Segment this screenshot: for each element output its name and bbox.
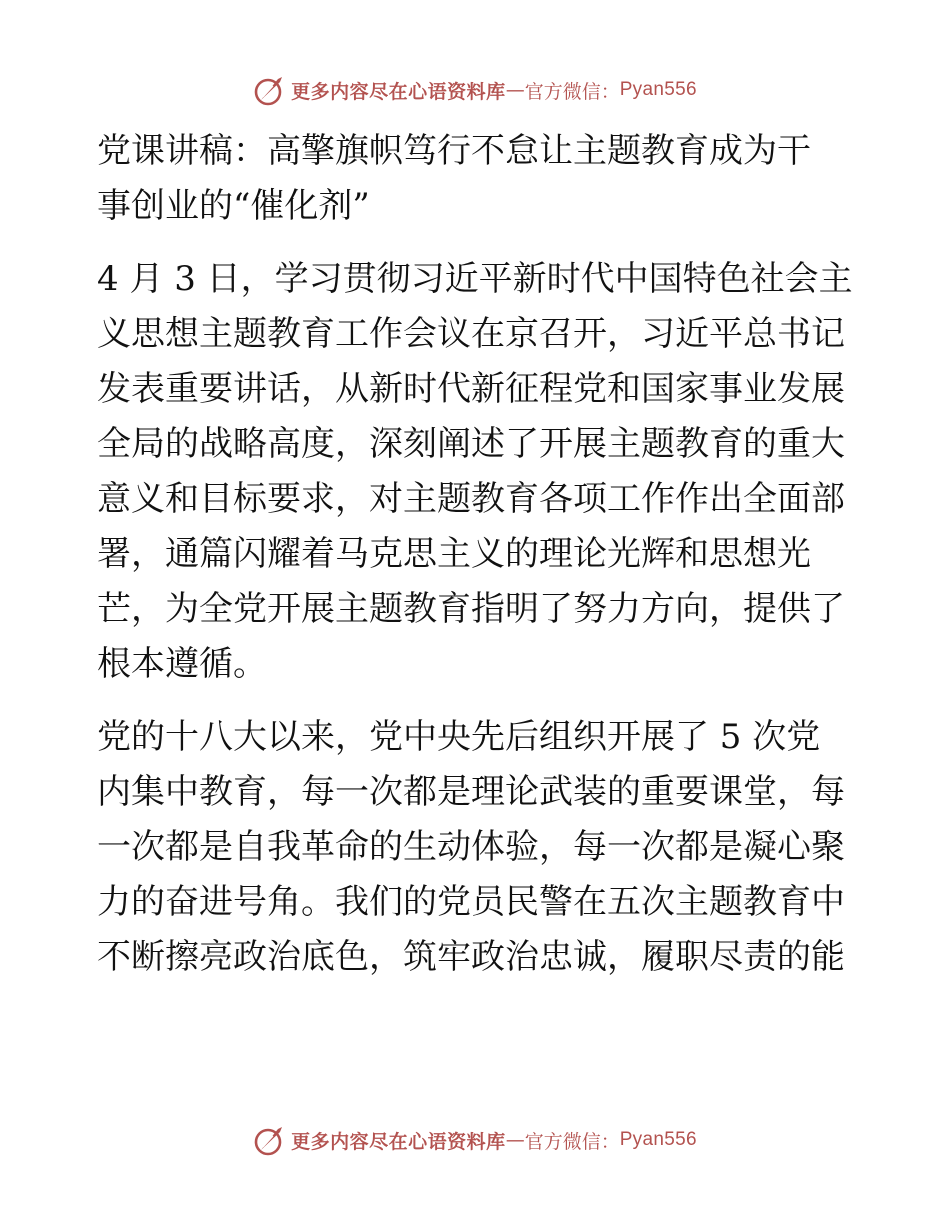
header-wechat-id: Pyan556 (619, 79, 697, 100)
footer-wechat-id: Pyan556 (619, 1129, 697, 1150)
paragraph-line: 署，通篇闪耀着马克思主义的理论光辉和思想光 (97, 534, 811, 574)
paragraph-line: 不断擦亮政治底色，筑牢政治忠诚，履职尽责的能 (97, 937, 845, 977)
footer-watermark (0, 1120, 950, 1160)
footer-brand-text: 更多内容尽在心语资料库 (291, 1130, 506, 1153)
quill-logo-icon (253, 1123, 287, 1157)
paragraph-1 (97, 252, 857, 692)
footer-wechat-label: 官方微信： (524, 1130, 620, 1153)
paragraph-line: 力的奋进号角。我们的党员民警在五次主题教育中 (97, 882, 845, 922)
paragraph-line: 4 月 3 日，学习贯彻习近平新时代中国特色社会主 (97, 259, 853, 299)
document-body (97, 124, 857, 985)
document-title (97, 124, 857, 234)
paragraph-line: 芒，为全党开展主题教育指明了努力方向，提供了 (97, 589, 845, 629)
quill-logo-icon (253, 73, 287, 107)
paragraph-line: 全局的战略高度，深刻阐述了开展主题教育的重大 (97, 424, 845, 464)
paragraph-line: 党的十八大以来，党中央先后组织开展了 5 次党 (97, 717, 821, 757)
header-brand-text: 更多内容尽在心语资料库 (291, 80, 506, 103)
header-wechat-label: 官方微信： (524, 80, 620, 103)
header-watermark (0, 70, 950, 110)
title-line: 党课讲稿：高擎旗帜笃行不怠让主题教育成为干 (97, 131, 811, 171)
title-line: 事创业的“催化剂” (97, 186, 370, 226)
paragraph-2 (97, 710, 857, 985)
paragraph-line: 发表重要讲话，从新时代新征程党和国家事业发展 (97, 369, 845, 409)
paragraph-line: 义思想主题教育工作会议在京召开，习近平总书记 (97, 314, 845, 354)
paragraph-line: 根本遵循。 (97, 644, 267, 684)
paragraph-line: 一次都是自我革命的生动体验，每一次都是凝心聚 (97, 827, 845, 867)
paragraph-line: 意义和目标要求，对主题教育各项工作作出全面部 (97, 479, 845, 519)
footer-separator: — (505, 1129, 525, 1151)
header-separator: — (505, 79, 525, 101)
paragraph-line: 内集中教育，每一次都是理论武装的重要课堂，每 (97, 772, 845, 812)
